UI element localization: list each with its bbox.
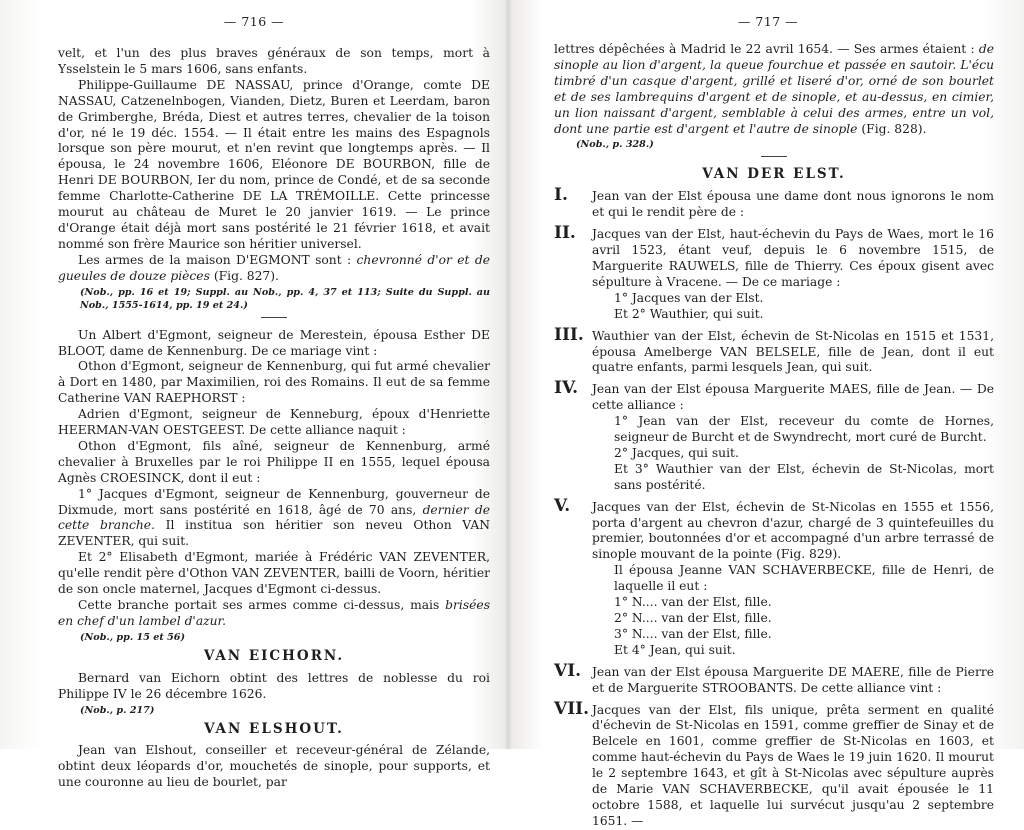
genealogy-entry: [554, 185, 994, 221]
source-reference: (Nob., p. 328.): [576, 139, 654, 151]
genealogy-entries: [554, 185, 994, 829]
left-page: [0, 0, 508, 790]
generation-numeral: V.: [554, 495, 571, 516]
divider: [761, 156, 787, 157]
entry-child-line: Et 2° Wauthier, qui suit.: [614, 306, 764, 321]
entry-text: Jacques van der Elst, échevin de St-Nicolas en 1555 et 1556, porta d'argent au chevron d'azur, chargé de 3 quintefeuilles du premier, boutonnées d'or et accompagné d'un arbre terrassé de sinople mouvant de la pointe (Fig. 829).: [592, 499, 994, 562]
divider: [261, 317, 287, 318]
entry-child-line: Et 4° Jean, qui suit.: [614, 642, 736, 657]
generation-numeral: I.: [554, 185, 568, 206]
entry-text: Jacques van der Elst, haut-échevin du Pays de Waes, mort le 16 avril 1523, étant veuf, depuis le 6 novembre 1515, de Marguerite RAUWELS, fille de Thierry. Ces époux gisent avec sépulture à Vracene. — De ce mariage :: [592, 227, 994, 289]
source-reference: (Nob., pp. 15 et 56): [80, 631, 185, 643]
paragraph: Un Albert d'Egmont, seigneur de Merestein, épousa Esther DE BLOOT, dame de Kennenburg. De ce mariage vint :: [58, 327, 490, 358]
entry-text: Jean van der Elst épousa une dame dont nous ignorons le nom et qui le rendit père de :: [592, 189, 994, 220]
paragraph: Cette branche portait ses armes comme ci-dessus, mais brisées en chef d'un lambel d'azur.: [58, 598, 490, 628]
source-reference: (Nob., p. 217): [80, 704, 155, 716]
genealogy-entry: [554, 698, 994, 830]
entry-text: Jacques van der Elst, fils unique, prêta serment en qualité d'échevin de St-Nicolas en 1591, comme greffier de Sinay et de Belcele en 1601, comme greffier de St-Nicolas en 1603, et comme haut-échevin du Pays de Waes le 19 juin 1620. Il mourut le 2 septembre 1643, et gît à St-Nicolas avec sépulture auprès de Marie VAN SCHAVERBECKE, qu'il avait épousée le 11 octobre 1588, et laquelle lui survécut jusqu'au 2 septembre 1651. —: [592, 702, 994, 828]
generation-numeral: II.: [554, 223, 576, 244]
paragraph: 1° Jacques d'Egmont, seigneur de Kennenburg, gouverneur de Dixmude, mort sans postérité en 1618, âgé de 70 ans, dernier de cette branche. Il institua son héritier son neveu Othon VAN ZEVENTER, qui suit.: [58, 486, 490, 549]
section-heading: VAN DER ELST.: [702, 166, 846, 183]
generation-numeral: VI.: [554, 660, 582, 681]
paragraph: Bernard van Eichorn obtint des lettres de noblesse du roi Philippe IV le 26 décembre 1626.: [58, 670, 490, 701]
generation-numeral: III.: [554, 324, 584, 345]
genealogy-entry: [554, 495, 994, 659]
section-heading: VAN EICHORN.: [203, 647, 345, 664]
page-number-right: — 717 —: [737, 14, 799, 29]
paragraph: Et 2° Elisabeth d'Egmont, mariée à Frédéric VAN ZEVENTER, qu'elle rendit père d'Othon VAN ZEVENTER, bailli de Voorn, héritier de son oncle maternel, Jacques d'Egmont ci-dessus.: [58, 550, 490, 597]
generation-numeral: IV.: [554, 378, 579, 399]
genealogy-entry: [554, 660, 994, 697]
genealogy-entry: [554, 223, 994, 322]
entry-child-line: 1° Jacques van der Elst.: [614, 290, 764, 305]
paragraph: Adrien d'Egmont, seigneur de Kenneburg, époux d'Henriette HEERMAN-VAN OESTGEEST. De cette alliance naquit :: [58, 407, 490, 438]
entry-child-line: 2° Jacques, qui suit.: [614, 445, 739, 460]
section-heading: VAN ELSHOUT.: [204, 720, 344, 737]
right-page: [512, 0, 1024, 828]
entry-child-line: 1° Jean van der Elst, receveur du comte de Hornes, seigneur de Burcht et de Swyndrecht, mort curé de Burcht.: [614, 414, 994, 445]
left-text-column: [58, 46, 490, 791]
generation-numeral: VII.: [554, 698, 590, 719]
entry-child-line: 2° N.... van der Elst, fille.: [614, 611, 772, 625]
genealogy-entry: [554, 378, 994, 493]
entry-child-line: Il épousa Jeanne VAN SCHAVERBECKE, fille de Henri, de laquelle il eut :: [614, 563, 994, 594]
page-number-left: — 716 —: [223, 14, 285, 29]
paragraph: Jean van Elshout, conseiller et receveur-général de Zélande, obtint deux léopards d'or, mouchetés de sinople, pour supports, et une couronne au lieu de bourlet, par: [58, 743, 490, 790]
entry-child-line: 1° N.... van der Elst, fille.: [614, 595, 772, 610]
right-text-column: [554, 42, 994, 830]
paragraph: Othon d'Egmont, seigneur de Kennenburg, qui fut armé chevalier à Dort en 1480, par Maximilien, roi des Romains. Il eut de sa femme Catherine VAN RAEPHORST :: [58, 359, 490, 406]
paragraph: Philippe-Guillaume DE NASSAU, prince d'Orange, comte DE NASSAU, Catzenelnbogen, Vianden, Dietz, Buren et Leerdam, baron de Grimberghe, Bréda, Diest et autres terres, chevalier de la toison d'or, né le 19 déc. 1554. — Il était entre les mains des Espagnols lorsque son père mourut, et n'en revint que longtemps après. — Il épousa, le 24 novembre 1606, Eléonore DE BOURBON, fille de Henri DE BOURBON, Ier du nom, prince de Condé, et de sa seconde femme Charlotte-Catherine DE LA TRÉMOILLE. Cette princesse mourut au château de Muret le 20 janvier 1619. — Le prince d'Orange était déjà mort sans postérité le 21 février 1618, et avait nommé son frère Maurice son héritier universel.: [58, 77, 490, 251]
paragraph: velt, et l'un des plus braves généraux de son temps, mort à Ysselstein le 5 mars 1606, sans enfants.: [58, 46, 490, 76]
genealogy-entry: [554, 324, 994, 377]
paragraph: Othon d'Egmont, fils aîné, seigneur de Kennenburg, armé chevalier à Bruxelles par le roi Philippe II en 1555, lequel épousa Agnès CROESINCK, dont il eut :: [58, 438, 490, 485]
arms-paragraph: Les armes de la maison D'EGMONT sont : chevronné d'or et de gueules de douze pièces (Fig. 827).: [58, 252, 490, 283]
entry-child-line: Et 3° Wauthier van der Elst, échevin de St-Nicolas, mort sans postérité.: [614, 461, 994, 492]
paragraph: lettres dépêchées à Madrid le 22 avril 1654. — Ses armes étaient : de sinople au lion d'argent, la queue fourchue et passée en sautoir. L'écu timbré d'un casque d'argent, grillé et liseré d'or, orné de son bourlet et de ses lambrequins d'argent et de sinople, et au-dessus, en cimier, un lion naissant d'argent, semblable à celui des armes, entre un vol, dont une partie est d'argent et l'autre de sinople (Fig. 828).: [554, 42, 994, 136]
entry-text: Wauthier van der Elst, échevin de St-Nicolas en 1515 et 1531, épousa Amelberge VAN BELSELE, fille de Jean, dont il eut quatre enfants, parmi lesquels Jean, qui suit.: [592, 328, 994, 375]
entry-child-line: 3° N.... van der Elst, fille.: [614, 626, 772, 641]
entry-text: Jean van der Elst épousa Marguerite DE MAERE, fille de Pierre et de Marguerite STROOBANTS. De cette alliance vint :: [592, 664, 994, 695]
source-reference: (Nob., pp. 16 et 19; Suppl. au Nob., pp. 4, 37 et 113; Suite du Suppl. au Nob., 1555-1614, pp. 19 et 24.): [80, 286, 490, 311]
entry-text: Jean van der Elst épousa Marguerite MAES, fille de Jean. — De cette alliance :: [592, 382, 994, 413]
